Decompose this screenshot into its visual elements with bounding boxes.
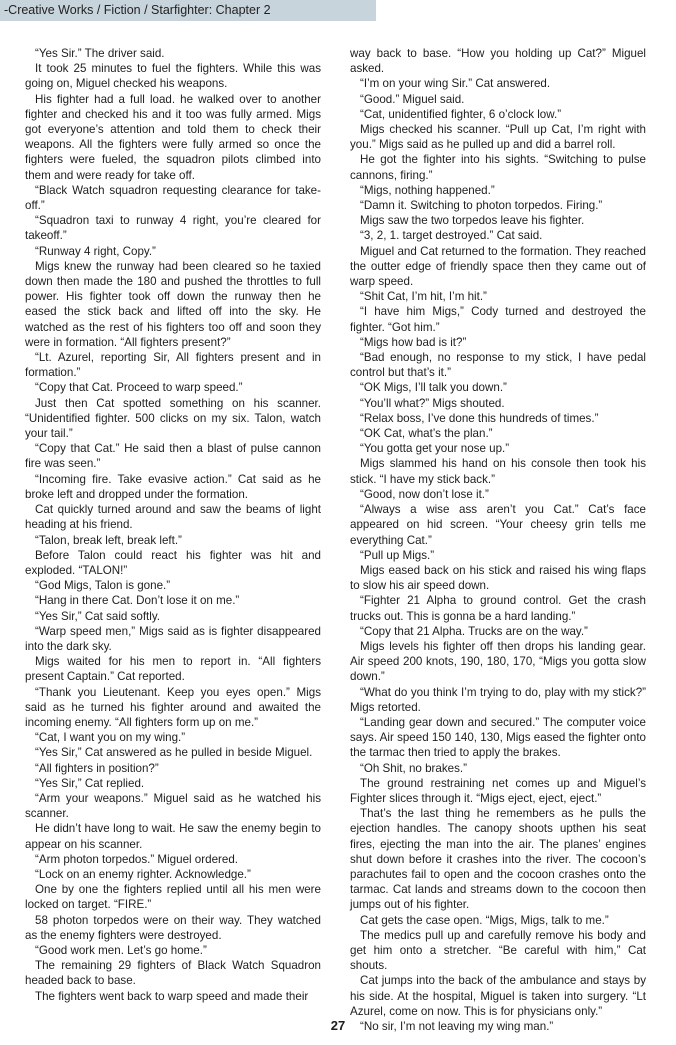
paragraph: “God Migs, Talon is gone.”	[35, 579, 171, 593]
paragraph: 58 photon torpedos were on their way. They watched as the enemy fighters were destroyed.	[25, 913, 321, 942]
paragraph: “Landing gear down and secured.” The computer voice says. Air speed 150 140, 130, Migs eased the fighter onto the tarmac then tried to apply the brakes.	[350, 715, 646, 760]
paragraph: Cat gets the case open. “Migs, Migs, talk to me.”	[360, 913, 609, 927]
paragraph: “Hang in there Cat. Don’t lose it on me.”	[35, 594, 240, 608]
paragraph: “Cat, I want you on my wing.”	[35, 731, 186, 745]
paragraph: “Runway 4 right, Copy.”	[35, 244, 156, 258]
paragraph: “Migs how bad is it?”	[360, 335, 467, 349]
paragraph: Cat quickly turned around and saw the beams of light heading at his friend.	[25, 503, 321, 532]
paragraph: His fighter had a full load. he walked over to another fighter and checked his and it too was fully armed. Migs got everyone’s attention and told them to check their weapons. All the fighters were fully armed so once the fighters were fueled, the squadron pilots climbed into them and were ready for take off.	[25, 92, 321, 182]
paragraph: The medics pull up and carefully remove his body and get him onto a stretcher. “Be careful with him,” Cat shouts.	[350, 928, 646, 973]
paragraph: Migs checked his scanner. “Pull up Cat, I’m right with you.” Migs said as he pulled up and did a barrel roll.	[350, 123, 646, 152]
paragraph: “Yes Sir,” Cat said softly.	[35, 609, 160, 623]
page-number: 27	[330, 1018, 346, 1033]
paragraph: “Warp speed men,” Migs said as is fighter disappeared into the dark sky.	[25, 624, 321, 653]
paragraph: “Good, now don’t lose it.”	[360, 487, 489, 501]
paragraph: “Copy that Cat.” He said then a blast of pulse cannon fire was seen.”	[25, 442, 321, 471]
paragraph: “Incoming fire. Take evasive action.” Cat said as he broke left and dropped under the formation.	[25, 472, 321, 501]
paragraph: “Copy that Cat. Proceed to warp speed.”	[35, 381, 243, 395]
paragraph: “I have him Migs,” Cody turned and destroyed the fighter. “Got him.”	[350, 305, 646, 334]
paragraph: “Yes Sir,” Cat answered as he pulled in beside Miguel.	[35, 746, 313, 760]
paragraph: Migs knew the runway had been cleared so he taxied down then made the 180 and pushed the throttles to full power. His fighter took off down the runway then he eased the stick back and lifted off into the sky. He watched as the rest of his fighters too off and soon they were in formation. “All fighters present?”	[25, 259, 321, 349]
paragraph: “Copy that 21 Alpha. Trucks are on the way.”	[360, 624, 588, 638]
paragraph: “Talon, break left, break left.”	[35, 533, 182, 547]
paragraph: “Always a wise ass aren’t you Cat.” Cat’s face appeared on hid screen. “Your cheesy grin tells me everything Cat.”	[350, 503, 646, 547]
paragraph: “You’ll what?” Migs shouted.	[360, 396, 505, 410]
paragraph: “Good work men. Let’s go home.”	[35, 943, 207, 957]
paragraph: “Lt. Azurel, reporting Sir, All fighters present and in formation.”	[25, 351, 321, 380]
paragraph: One by one the fighters replied until all his men were locked on target. “FIRE.”	[25, 883, 321, 912]
paragraph: Migs eased back on his stick and raised his wing flaps to slow his air speed down.	[350, 563, 646, 593]
paragraph: “Oh Shit, no brakes.”	[360, 761, 467, 775]
paragraph: “Black Watch squadron requesting clearance for take-off.”	[25, 183, 321, 213]
paragraph: “Pull up Migs.”	[360, 548, 435, 562]
paragraph: “OK Cat, what’s the plan.”	[360, 427, 493, 441]
paragraph: “Lock on an enemy righter. Acknowledge.”	[35, 867, 251, 881]
paragraph: “I’m on your wing Sir.” Cat answered.	[360, 77, 551, 91]
paragraph: It took 25 minutes to fuel the fighters. While this was going on, Miguel checked his weapons.	[25, 62, 321, 91]
paragraph: “Relax boss, I’ve done this hundreds of times.”	[360, 411, 599, 425]
paragraph: The fighters went back to warp speed and made their	[35, 989, 309, 1003]
paragraph: “Yes Sir,” Cat replied.	[35, 776, 145, 790]
paragraph: He got the fighter into his sights. “Switching to pulse cannons, firing.”	[350, 153, 646, 182]
paragraph: “Good.” Miguel said.	[360, 92, 465, 106]
paragraph: “Migs, nothing happened.”	[360, 183, 495, 197]
paragraph: “You gotta get your nose up.”	[360, 442, 510, 456]
paragraph: Migs waited for his men to report in. “All fighters present Captain.” Cat reported.	[25, 655, 321, 684]
paragraph: The remaining 29 fighters of Black Watch Squadron headed back to base.	[25, 959, 321, 988]
paragraph: “Fighter 21 Alpha to ground control. Get the crash trucks out. This is gonna be a hard landing.”	[350, 594, 646, 623]
paragraph: “Arm photon torpedos.” Miguel ordered.	[35, 852, 238, 866]
paragraph: Migs slammed his hand on his console then took his stick. “I have my stick back.”	[350, 457, 646, 486]
paragraph: “No sir, I’m not leaving my wing man.”	[360, 1020, 554, 1033]
right-text-column	[350, 46, 646, 1034]
paragraph: Just then Cat spotted something on his scanner. “Unidentified fighter. 500 clicks on my six. Talon, watch your tail.”	[25, 396, 321, 441]
paragraph: Migs levels his fighter off then drops his landing gear. Air speed 200 knots, 190, 180, 170, “Migs you gotta slow down.”	[350, 639, 646, 684]
paragraph: “3, 2, 1. target destroyed.” Cat said.	[360, 229, 543, 243]
paragraph: “Squadron taxi to runway 4 right, you’re cleared for takeoff.”	[25, 214, 321, 243]
paragraph: Miguel and Cat returned to the formation. They reached the outter edge of friendly space then they came out of warp speed.	[350, 244, 646, 289]
paragraph: He didn’t have long to wait. He saw the enemy begin to appear on his scanner.	[25, 822, 321, 851]
paragraph: “Bad enough, no response to my stick, I have pedal control but that’s it.”	[350, 351, 646, 380]
breadcrumb: -Creative Works / Fiction / Starfighter: Chapter 2	[0, 0, 376, 21]
left-text-column	[25, 46, 321, 1004]
paragraph: “Arm your weapons.” Miguel said as he watched his scanner.	[25, 791, 321, 821]
paragraph: That’s the last thing he remembers as he pulls the ejection handles. The canopy shoots upthen his seat fires, ejecting the man into the air. The planes’ engines shut down before it crashes into the river. The cocoon’s parachutes fail to open and the cocoon crashes onto the tarmac. Cat lands and streams down to the cocoon then jumps out of his fighter.	[350, 807, 646, 912]
paragraph: “What do you think I’m trying to do, play with my stick?” Migs retorted.	[350, 685, 646, 714]
paragraph: Cat jumps into the back of the ambulance and stays by his side. At the hospital, Miguel is taken into surgery. “Lt Azurel, come on now. This is for physicians only.”	[350, 974, 646, 1018]
paragraph: “Cat, unidentified fighter, 6 o’clock low.”	[360, 107, 562, 121]
paragraph: The ground restraining net comes up and Miguel’s Fighter slices through it. “Migs eject, eject, eject.”	[350, 776, 646, 805]
paragraph: “Shit Cat, I’m hit, I’m hit.”	[360, 290, 487, 304]
paragraph: “All fighters in position?”	[35, 761, 159, 775]
paragraph: “Damn it. Switching to photon torpedos. Firing.”	[360, 199, 603, 213]
paragraph: “OK Migs, I’ll talk you down.”	[360, 381, 507, 395]
paragraph: “Yes Sir.” The driver said.	[35, 47, 165, 60]
paragraph: “Thank you Lieutenant. Keep you eyes open.” Migs said as he turned his fighter around and awaited the incoming enemy. “All fighters form up on me.”	[25, 685, 321, 729]
paragraph: Migs saw the two torpedos leave his fighter.	[360, 214, 585, 228]
paragraph: way back to base. “How you holding up Cat?” Miguel asked.	[350, 47, 646, 76]
paragraph: Before Talon could react his fighter was hit and exploded. “TALON!”	[25, 548, 321, 577]
